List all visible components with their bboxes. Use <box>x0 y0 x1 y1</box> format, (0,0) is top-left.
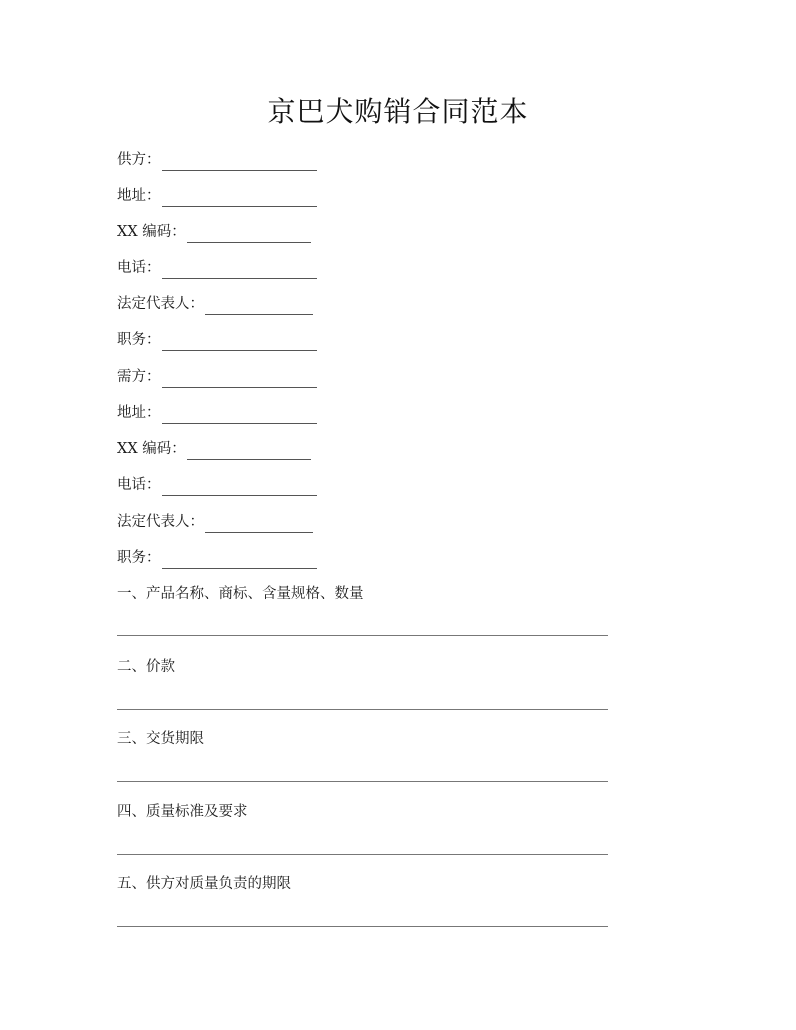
section-heading-products: 一、产品名称、商标、含量规格、数量 <box>117 586 364 602</box>
document-title: 京巴犬购销合同范本 <box>267 95 529 128</box>
buyer-rep-blank[interactable] <box>205 516 313 533</box>
buyer-rep-label: 法定代表人： <box>117 514 204 530</box>
buyer-position-label: 职务： <box>117 550 161 566</box>
buyer-address-field <box>117 402 317 424</box>
buyer-code-field <box>117 438 311 460</box>
buyer-party-label: 需方： <box>117 369 161 385</box>
section-heading-delivery: 三、交货期限 <box>117 731 204 747</box>
supplier-rep-field <box>117 293 313 315</box>
section-blank-quality[interactable] <box>117 854 608 855</box>
section-blank-products[interactable] <box>117 635 608 636</box>
supplier-address-label: 地址： <box>117 188 161 204</box>
section-heading-warranty: 五、供方对质量负责的期限 <box>117 876 291 892</box>
supplier-party-blank[interactable] <box>162 154 317 171</box>
supplier-party-label: 供方： <box>117 152 161 168</box>
supplier-address-field <box>117 185 317 207</box>
buyer-code-label: XX 编码： <box>117 441 186 457</box>
supplier-position-blank[interactable] <box>162 334 317 351</box>
section-blank-price[interactable] <box>117 709 608 710</box>
section-blank-delivery[interactable] <box>117 781 608 782</box>
supplier-phone-blank[interactable] <box>162 262 317 279</box>
buyer-rep-field <box>117 511 313 533</box>
supplier-position-label: 职务： <box>117 332 161 348</box>
buyer-address-blank[interactable] <box>162 407 317 424</box>
buyer-phone-field <box>117 474 317 496</box>
buyer-phone-blank[interactable] <box>162 479 317 496</box>
supplier-phone-field <box>117 257 317 279</box>
supplier-rep-label: 法定代表人： <box>117 296 204 312</box>
buyer-code-blank[interactable] <box>187 443 311 460</box>
buyer-address-label: 地址： <box>117 405 161 421</box>
supplier-code-field <box>117 221 311 243</box>
buyer-position-field <box>117 547 317 569</box>
supplier-code-label: XX 编码： <box>117 224 186 240</box>
section-heading-price: 二、价款 <box>117 659 175 675</box>
buyer-party-field <box>117 366 317 388</box>
buyer-party-blank[interactable] <box>162 371 317 388</box>
supplier-code-blank[interactable] <box>187 226 311 243</box>
supplier-address-blank[interactable] <box>162 190 317 207</box>
buyer-position-blank[interactable] <box>162 552 317 569</box>
supplier-rep-blank[interactable] <box>205 298 313 315</box>
supplier-phone-label: 电话： <box>117 260 161 276</box>
supplier-party-field <box>117 149 317 171</box>
buyer-phone-label: 电话： <box>117 477 161 493</box>
section-blank-warranty[interactable] <box>117 926 608 927</box>
supplier-position-field <box>117 329 317 351</box>
section-heading-quality: 四、质量标准及要求 <box>117 804 248 820</box>
